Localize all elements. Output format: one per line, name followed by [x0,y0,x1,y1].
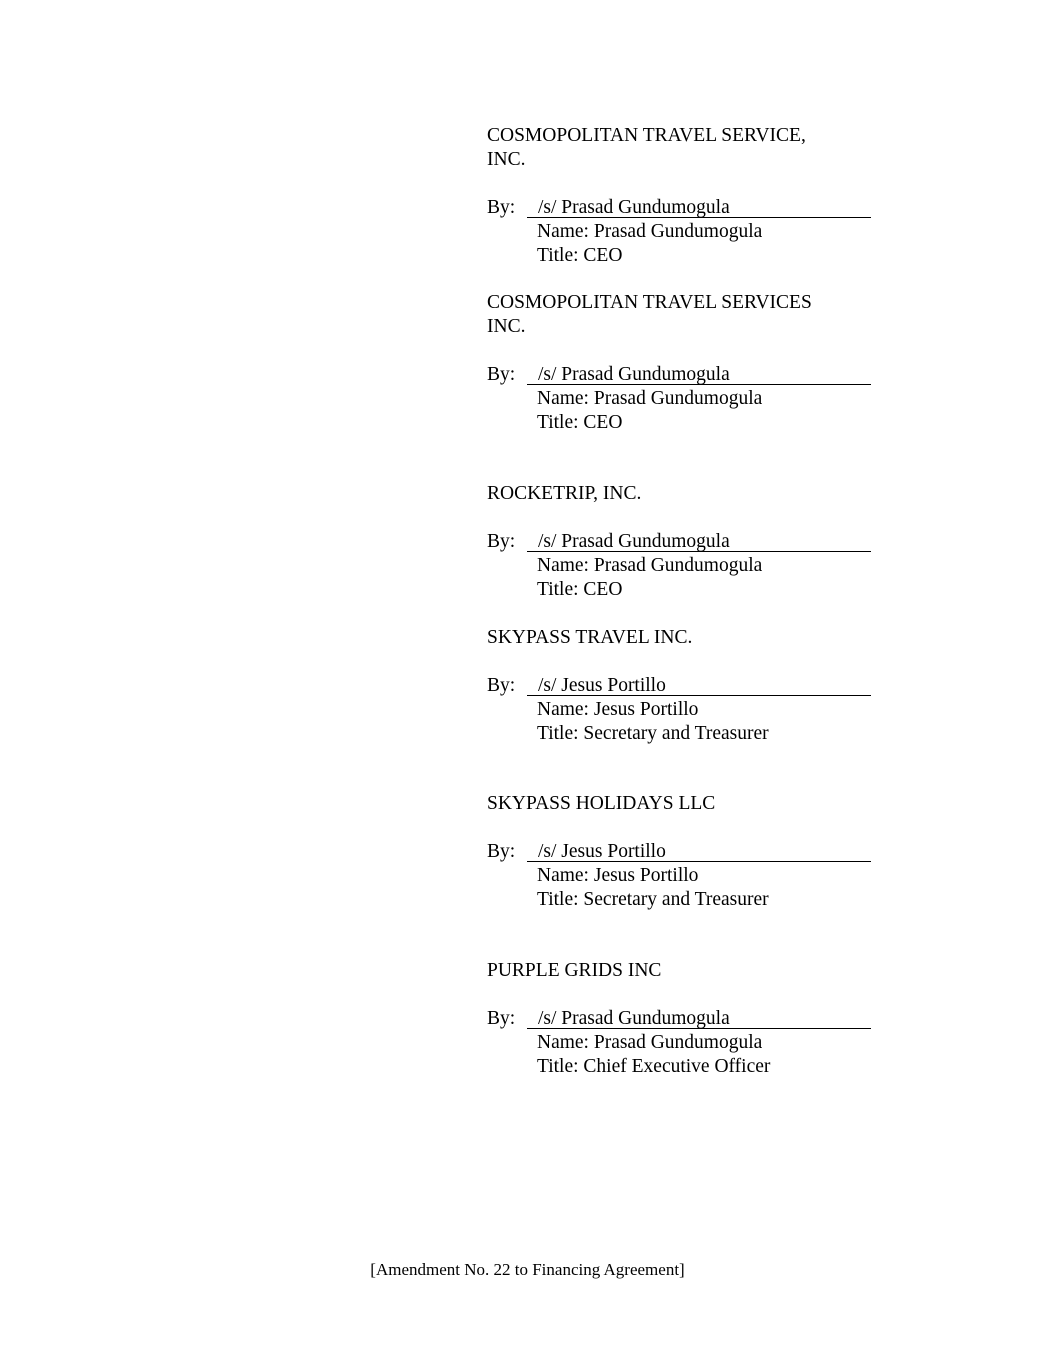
signature-block-cosmopolitan-travel-service [487,124,877,268]
company-name: COSMOPOLITAN TRAVEL SERVICES INC. [487,292,812,337]
signature-value: /s/ Prasad Gundumogula [527,196,871,218]
page-footer: [Amendment No. 22 to Financing Agreement] [370,1260,685,1279]
signature-line [487,840,877,864]
by-label: By: [487,1008,516,1029]
signature-line [487,530,877,554]
company-name: ROCKETRIP, INC. [487,483,642,504]
by-label: By: [487,841,516,862]
signatory-title: Title: CEO [537,412,623,433]
signatory-title: Title: CEO [537,245,623,266]
signatory-name: Name: Prasad Gundumogula [537,1032,763,1053]
signatory-title: Title: Chief Executive Officer [537,1056,771,1077]
signature-block-purple-grids [487,959,877,1079]
signatory-name: Name: Prasad Gundumogula [537,388,763,409]
by-label: By: [487,531,516,552]
company-name: SKYPASS HOLIDAYS LLC [487,793,716,814]
signatory-name: Name: Jesus Portillo [537,865,699,886]
signature-block-skypass-holidays [487,792,877,912]
signature-value: /s/ Prasad Gundumogula [527,1007,871,1029]
signatory-title: Title: CEO [537,579,623,600]
company-name: PURPLE GRIDS INC [487,960,662,981]
signature-value: /s/ Prasad Gundumogula [527,363,871,385]
signature-block-cosmopolitan-travel-services [487,291,877,435]
signature-value: /s/ Jesus Portillo [527,674,871,696]
signatory-name: Name: Jesus Portillo [537,699,699,720]
signature-block-rocketrip [487,482,877,602]
signatory-title: Title: Secretary and Treasurer [537,723,769,744]
signature-block-skypass-travel [487,626,877,746]
signature-value: /s/ Jesus Portillo [527,840,871,862]
by-label: By: [487,364,516,385]
company-name: COSMOPOLITAN TRAVEL SERVICE, INC. [487,125,806,170]
by-label: By: [487,675,516,696]
signature-line [487,363,877,387]
signatory-title: Title: Secretary and Treasurer [537,889,769,910]
signatory-name: Name: Prasad Gundumogula [537,555,763,576]
signatory-name: Name: Prasad Gundumogula [537,221,763,242]
by-label: By: [487,197,516,218]
signature-line [487,1007,877,1031]
signature-line [487,674,877,698]
company-name: SKYPASS TRAVEL INC. [487,627,693,648]
signature-value: /s/ Prasad Gundumogula [527,530,871,552]
signature-line [487,196,877,220]
